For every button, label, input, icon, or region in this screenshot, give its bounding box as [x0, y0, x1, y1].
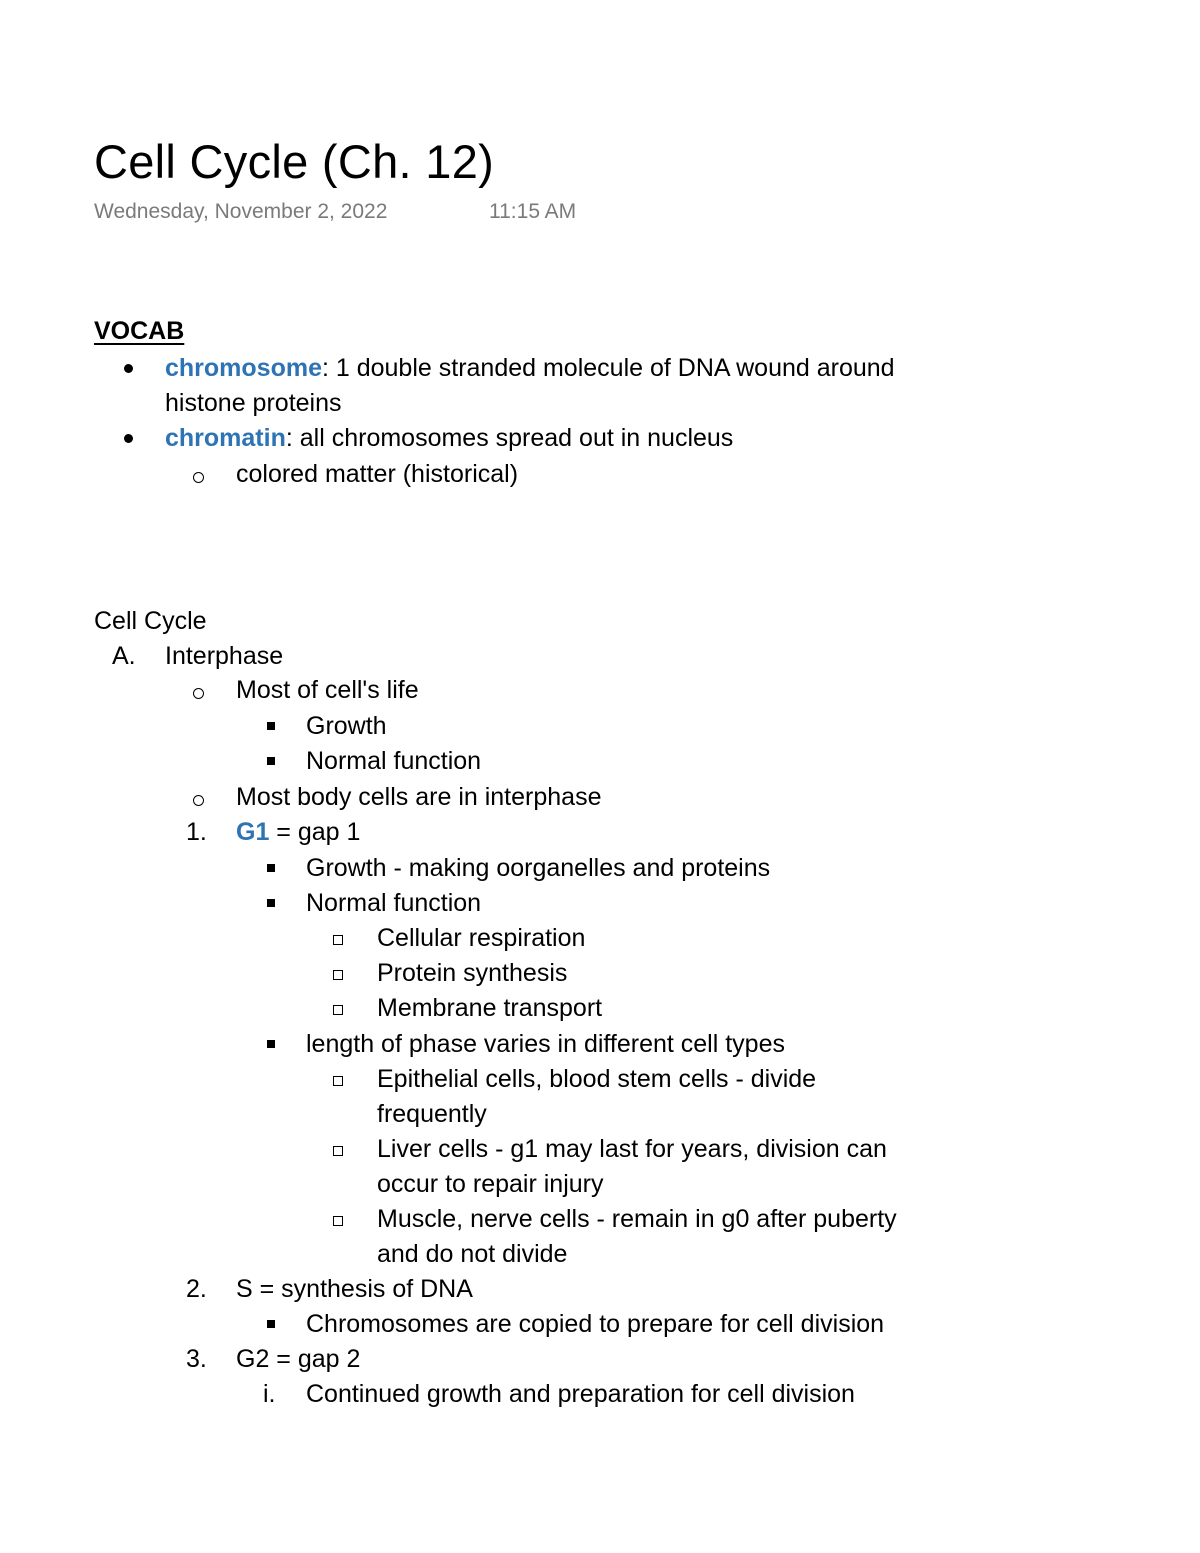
circle-bullet-icon [193, 688, 204, 699]
list-marker: 2. [186, 1275, 207, 1303]
cell-cycle-heading: Cell Cycle [94, 607, 207, 635]
box-bullet-icon [333, 935, 343, 945]
note-date: Wednesday, November 2, 2022 [94, 200, 388, 223]
list-item: length of phase varies in different cell types [306, 1030, 785, 1058]
square-bullet-icon [267, 864, 275, 872]
box-bullet-icon [333, 1216, 343, 1226]
vocab-item-chromatin [165, 423, 733, 453]
list-item: Normal function [306, 889, 482, 917]
list-item: Normal function [306, 747, 482, 775]
list-item-continued: and do not divide [377, 1240, 568, 1268]
square-bullet-icon [267, 722, 275, 730]
vocab-heading: VOCAB [94, 317, 185, 345]
vocab-item-chromosome [165, 353, 895, 383]
box-bullet-icon [333, 1005, 343, 1015]
vocab-term: chromosome [165, 354, 322, 382]
vocab-term: chromatin [165, 424, 286, 452]
list-item: Liver cells - g1 may last for years, division can [377, 1135, 887, 1163]
list-item: Cellular respiration [377, 924, 586, 952]
page-title: Cell Cycle (Ch. 12) [94, 135, 495, 188]
list-item: Growth - making oorganelles and proteins [306, 854, 771, 882]
list-item-s-phase: S = synthesis of DNA [236, 1275, 473, 1303]
list-item: Continued growth and preparation for cell division [306, 1380, 855, 1408]
box-bullet-icon [333, 1146, 343, 1156]
list-item: Most body cells are in interphase [236, 783, 602, 811]
box-bullet-icon [333, 1076, 343, 1086]
list-item: Protein synthesis [377, 959, 568, 987]
circle-bullet-icon [193, 472, 204, 483]
phase-description: = gap 1 [269, 818, 361, 846]
square-bullet-icon [267, 899, 275, 907]
vocab-subitem: colored matter (historical) [236, 460, 519, 488]
list-item-g1 [236, 817, 360, 847]
list-item: Membrane transport [377, 994, 603, 1022]
list-marker: i. [263, 1380, 276, 1408]
bullet-icon [124, 434, 133, 443]
list-item-continued: occur to repair injury [377, 1170, 604, 1198]
vocab-definition-continued: histone proteins [165, 389, 342, 417]
square-bullet-icon [267, 757, 275, 765]
vocab-definition: : 1 double stranded molecule of DNA wound around [321, 354, 895, 382]
list-item: Growth [306, 712, 387, 740]
list-item-interphase: Interphase [165, 642, 284, 670]
list-item: Most of cell's life [236, 676, 419, 704]
note-time: 11:15 AM [489, 200, 577, 223]
square-bullet-icon [267, 1320, 275, 1328]
phase-term: G1 [236, 818, 270, 846]
list-item: Muscle, nerve cells - remain in g0 after puberty [377, 1205, 897, 1233]
list-marker: 1. [186, 818, 207, 846]
circle-bullet-icon [193, 795, 204, 806]
box-bullet-icon [333, 970, 343, 980]
list-item-g2-phase: G2 = gap 2 [236, 1345, 361, 1373]
vocab-definition: : all chromosomes spread out in nucleus [285, 424, 734, 452]
list-item: Epithelial cells, blood stem cells - divide [377, 1065, 817, 1093]
list-item-continued: frequently [377, 1100, 487, 1128]
list-marker: A. [112, 642, 136, 670]
square-bullet-icon [267, 1040, 275, 1048]
list-item: Chromosomes are copied to prepare for cell division [306, 1310, 885, 1338]
list-marker: 3. [186, 1345, 207, 1373]
bullet-icon [124, 364, 133, 373]
